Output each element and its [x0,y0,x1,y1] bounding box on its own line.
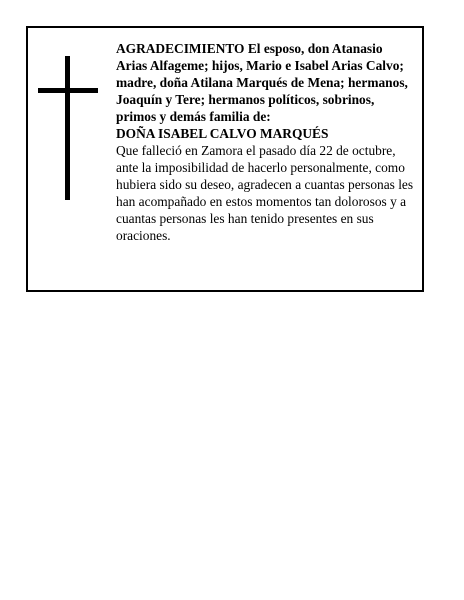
notice-intro-text: El esposo, don Atanasio Arias Alfageme; hijos, Mario e Isabel Arias Calvo; madre, doña Atilana Marqués de Mena; hermanos, Joaquín y Tere; hermanos políticos, sobrinos, primos y demás familia de: [116,41,408,124]
notice-intro [116,40,416,125]
notice-body: Que falleció en Zamora el pasado día 22 de octubre, ante la imposibilidad de hacerlo personalmente, como hubiera sido su deseo, agradecen a cuantas personas les han acompañado en estos momentos tan dolorosos y a cuantas personas les han tenido presentes en sus oraciones. [116,143,414,243]
obituary-notice [26,26,424,292]
cross-vertical-bar [65,56,70,200]
notice-heading: AGRADECIMIENTO [116,41,245,56]
cross-horizontal-bar [38,88,98,93]
deceased-name: DOÑA ISABEL CALVO MARQUÉS [116,126,329,141]
notice-text [116,40,416,244]
cross-icon [38,56,98,200]
